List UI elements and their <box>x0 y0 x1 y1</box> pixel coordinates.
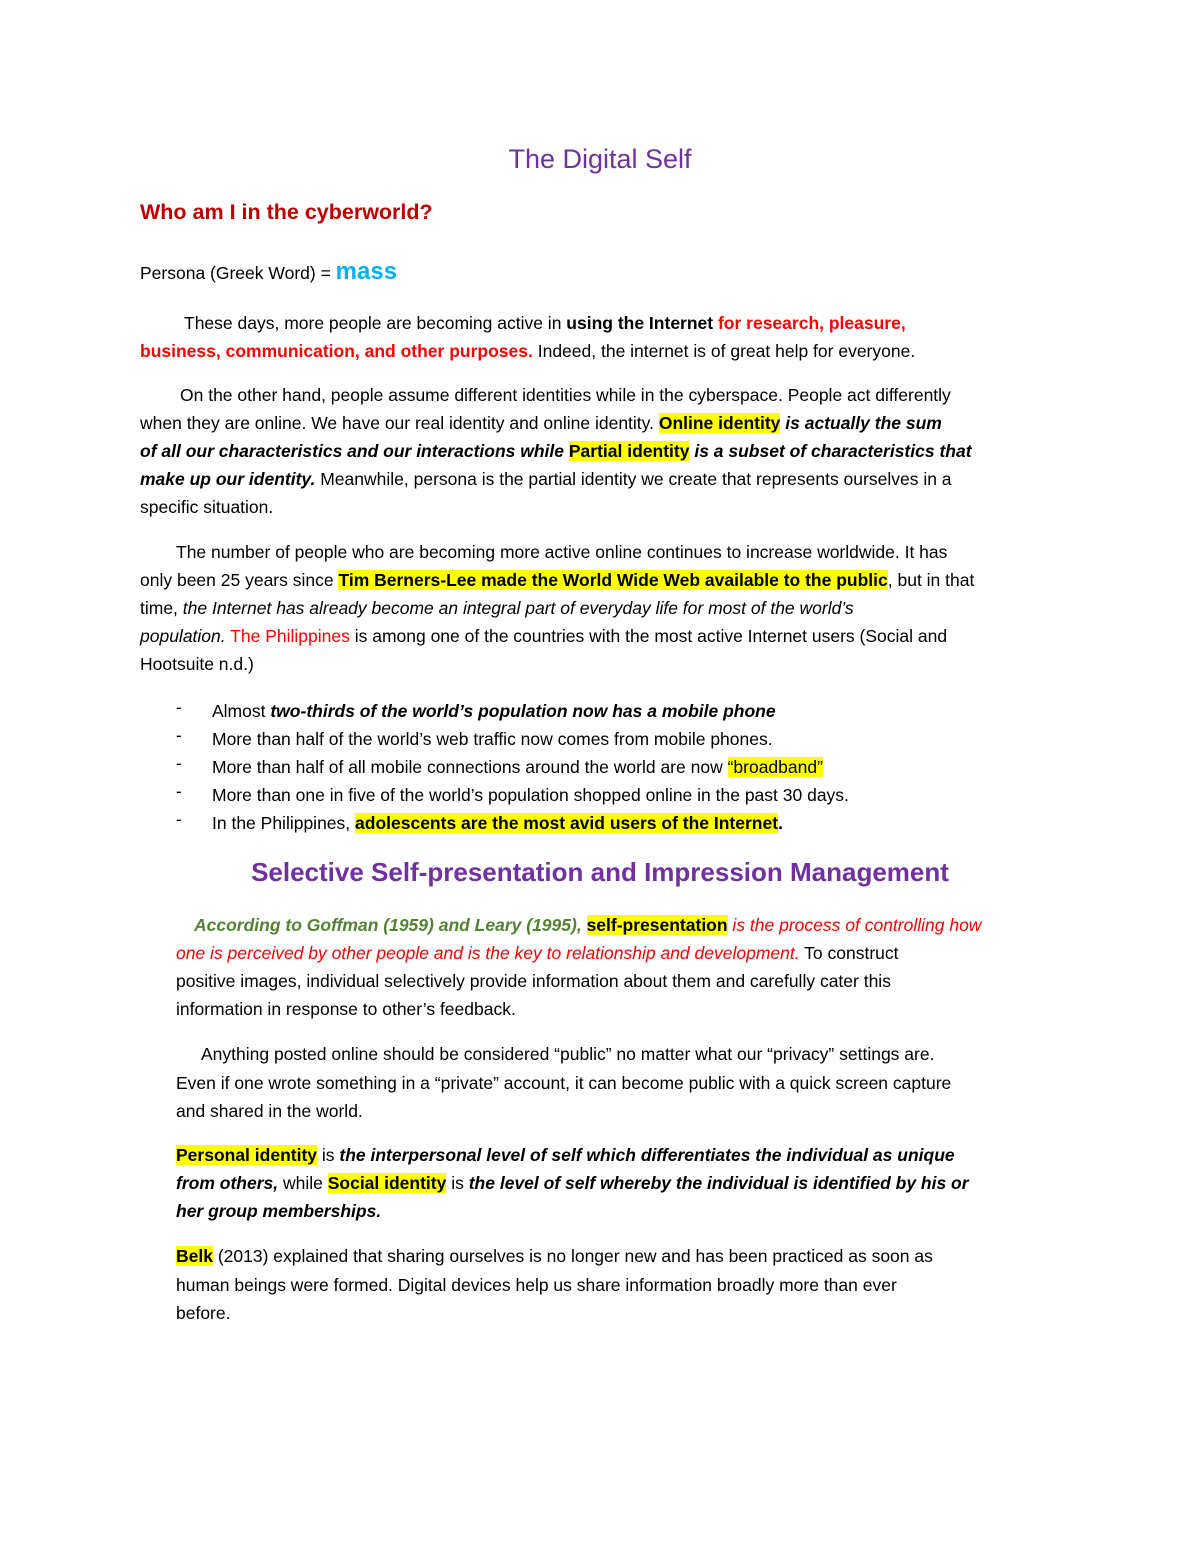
bullet-item <box>212 753 823 781</box>
self-presentation-term: self-presentation <box>586 915 728 935</box>
para2-line5: specific situation. <box>140 497 274 517</box>
para6-line2 <box>176 1169 969 1197</box>
bullet-text: Almost <box>212 701 271 721</box>
para7-line2: human beings were formed. Digital devices help us share information broadly more than ever <box>176 1275 897 1295</box>
para4-line3: positive images, individual selectively provide information about them and carefully cater this <box>176 971 891 991</box>
para2-line1: On the other hand, people assume different identities while in the cyberspace. People act differently <box>180 385 951 405</box>
para4-line4: information in response to other’s feedback. <box>176 999 516 1019</box>
para3-text: is among one of the countries with the most active Internet users (Social and <box>349 626 948 646</box>
para3-line2 <box>140 566 974 594</box>
para1-text-c: for research, pleasure, <box>713 313 906 333</box>
partial-identity-term: Partial identity <box>568 441 690 461</box>
para6-text: the level of self whereby the individual is identified by his or <box>468 1173 969 1193</box>
para2-text: make up our identity. <box>140 469 316 489</box>
bullet-item <box>212 697 776 725</box>
para7-line3: before. <box>176 1303 231 1323</box>
para6-text: while <box>278 1173 328 1193</box>
para4-text: one is perceived by other people and is the key to relationship and development. <box>176 943 800 963</box>
para2-text: is actually the sum <box>780 413 942 433</box>
para1-text-d: business, communication, and other purposes. <box>140 341 533 361</box>
bullet-item: More than half of the world’s web traffic now comes from mobile phones. <box>212 729 773 749</box>
para6-text: from others, <box>176 1173 279 1193</box>
section-subtitle: Who am I in the cyberworld? <box>140 200 433 224</box>
para3-line1: The number of people who are becoming more active online continues to increase worldwide. It has <box>176 542 948 562</box>
para3-line5: Hootsuite n.d.) <box>140 654 254 674</box>
para3-text: the Internet has already become an integral part of everyday life for most of the world’s <box>182 598 854 618</box>
social-identity-term: Social identity <box>327 1173 447 1193</box>
para1-line1 <box>184 309 906 337</box>
document-title: The Digital Self <box>508 144 692 174</box>
para4-text: To construct <box>799 943 899 963</box>
berners-lee-highlight: Tim Berners-Lee made the World Wide Web available to the public <box>338 570 888 590</box>
para5-line3: and shared in the world. <box>176 1101 363 1121</box>
personal-identity-term: Personal identity <box>176 1145 318 1165</box>
bullet-text: . <box>778 813 783 833</box>
para3-line3 <box>140 594 854 622</box>
para2-line2 <box>140 409 942 437</box>
broadband-highlight: “broadband” <box>727 757 823 777</box>
para6-line1 <box>176 1141 955 1169</box>
para2-text: of all our characteristics and our interactions while <box>140 441 569 461</box>
para6-text: is <box>446 1173 469 1193</box>
bullet-text: More than half of all mobile connections around the world are now <box>212 757 728 777</box>
persona-prefix: Persona (Greek Word) = <box>140 263 336 283</box>
adolescents-highlight: adolescents are the most avid users of the Internet <box>355 813 779 833</box>
para5-line2: Even if one wrote something in a “private” account, it can become public with a quick screen capture <box>176 1073 952 1093</box>
bullet-text: two-thirds of the world’s population now has a mobile phone <box>270 701 776 721</box>
para4-line2 <box>176 939 899 967</box>
online-identity-term: Online identity <box>658 413 781 433</box>
para6-line3: her group memberships. <box>176 1201 382 1221</box>
para3-text: population. <box>140 626 226 646</box>
para2-line3 <box>140 437 972 465</box>
bullet-dash: - <box>176 697 182 717</box>
persona-definition <box>140 258 397 287</box>
para6-text: is <box>317 1145 340 1165</box>
persona-word: mass <box>335 258 398 285</box>
section-heading: Selective Self-presentation and Impression Management <box>251 857 949 887</box>
para1-line2 <box>140 337 915 365</box>
para3-text: time, <box>140 598 183 618</box>
para4-text: is the process of controlling how <box>727 915 982 935</box>
goffman-citation: According to Goffman (1959) and Leary (1995), <box>194 915 587 935</box>
bullet-dash: - <box>176 781 182 801</box>
philippines-text: The Philippines <box>225 626 350 646</box>
para3-line4 <box>140 622 947 650</box>
para5-line1: Anything posted online should be considered “public” no matter what our “privacy” settings are. <box>201 1044 935 1064</box>
para2-text: Meanwhile, persona is the partial identity we create that represents ourselves in a <box>315 469 952 489</box>
bullet-dash: - <box>176 725 182 745</box>
para4-line1 <box>194 911 981 939</box>
para2-text: is a subset of characteristics that <box>689 441 972 461</box>
belk-term: Belk <box>176 1246 213 1266</box>
para1-text-b: using the Internet <box>566 313 714 333</box>
para3-text: only been 25 years since <box>140 570 339 590</box>
para2-text: when they are online. We have our real identity and online identity. <box>140 413 659 433</box>
para3-text: , but in that <box>887 570 975 590</box>
bullet-item <box>212 809 783 837</box>
bullet-item: More than one in five of the world’s population shopped online in the past 30 days. <box>212 785 849 805</box>
bullet-dash: - <box>176 809 182 829</box>
para7-line1 <box>176 1242 933 1270</box>
para1-text-e: Indeed, the internet is of great help for everyone. <box>532 341 916 361</box>
para1-text-a: These days, more people are becoming active in <box>184 313 567 333</box>
bullet-dash: - <box>176 753 182 773</box>
para6-text: the interpersonal level of self which differentiates the individual as unique <box>339 1145 955 1165</box>
para7-text: (2013) explained that sharing ourselves is no longer new and has been practiced as soon as <box>212 1246 933 1266</box>
para2-line4 <box>140 465 952 493</box>
bullet-text: In the Philippines, <box>212 813 356 833</box>
